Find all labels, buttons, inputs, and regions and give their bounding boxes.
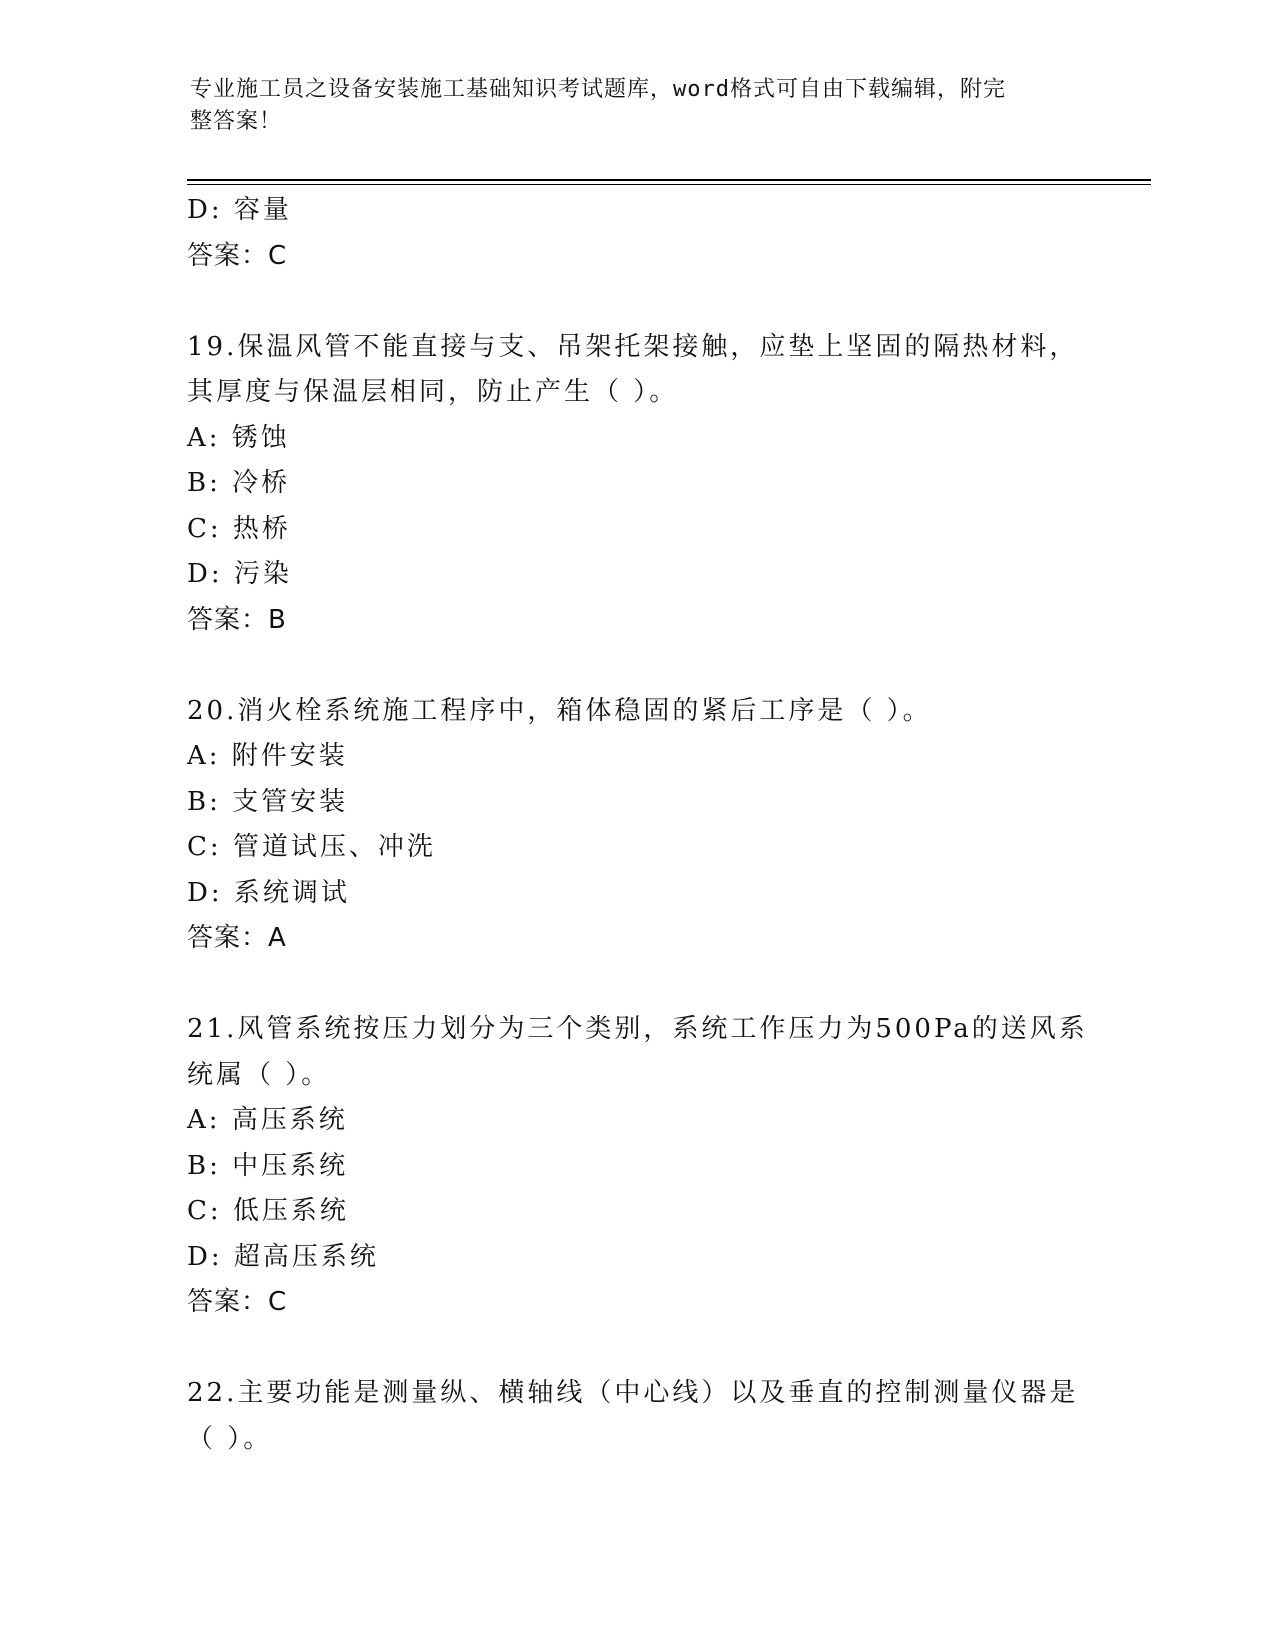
option-d: D: 系统调试	[187, 877, 350, 908]
header-divider-thick	[187, 179, 1151, 181]
option-a: A: 高压系统	[187, 1105, 348, 1135]
option-b: B: 支管安装	[187, 786, 349, 817]
question-stem-continued: （ ）。	[187, 1423, 273, 1454]
answer-line: 答案：A	[187, 923, 287, 953]
option-d: D: 容量	[187, 195, 292, 225]
option-c: C: 管道试压、冲洗	[187, 832, 436, 862]
question-stem: 19.保温风管不能直接与支、吊架托架接触，应垫上坚固的隔热材料，	[187, 331, 1079, 362]
question-21	[187, 1007, 1087, 1326]
question-20	[187, 689, 1087, 962]
option-d: D: 污染	[187, 559, 292, 589]
option-b: B: 中压系统	[187, 1150, 349, 1181]
question-stem-continued: 统属（ ）。	[187, 1059, 331, 1090]
option-a: A: 附件安装	[187, 741, 348, 771]
option-a: A: 锈蚀	[187, 422, 290, 453]
spacer	[187, 962, 1087, 1008]
previous-question-tail	[187, 188, 1087, 279]
answer-line: 答案：C	[187, 240, 288, 271]
header-line-2: 整答案！	[190, 109, 283, 134]
header-line-1: 专业施工员之设备安装施工基础知识考试题库，word格式可自由下载编辑，附完	[190, 77, 1006, 102]
answer-line: 答案：B	[187, 604, 287, 635]
question-19	[187, 325, 1087, 644]
question-list	[187, 188, 1087, 1462]
spacer	[187, 643, 1087, 689]
document-header	[190, 74, 1090, 138]
option-d: D: 超高压系统	[187, 1241, 379, 1272]
spacer	[187, 279, 1087, 325]
option-b: B: 冷桥	[187, 468, 291, 498]
header-divider-thin	[187, 184, 1151, 185]
option-c: C: 低压系统	[187, 1196, 349, 1226]
answer-line: 答案：C	[187, 1287, 288, 1317]
spacer	[187, 1326, 1087, 1372]
question-stem: 22.主要功能是测量纵、横轴线（中心线）以及垂直的控制测量仪器是	[187, 1378, 1079, 1408]
question-stem: 20.消火栓系统施工程序中，箱体稳固的紧后工序是（ ）。	[187, 695, 932, 726]
option-c: C: 热桥	[187, 513, 291, 544]
question-22	[187, 1371, 1087, 1462]
question-stem-continued: 其厚度与保温层相同，防止产生（ ）。	[187, 377, 679, 407]
question-stem: 21.风管系统按压力划分为三个类别，系统工作压力为500Pa的送风系	[187, 1014, 1088, 1044]
